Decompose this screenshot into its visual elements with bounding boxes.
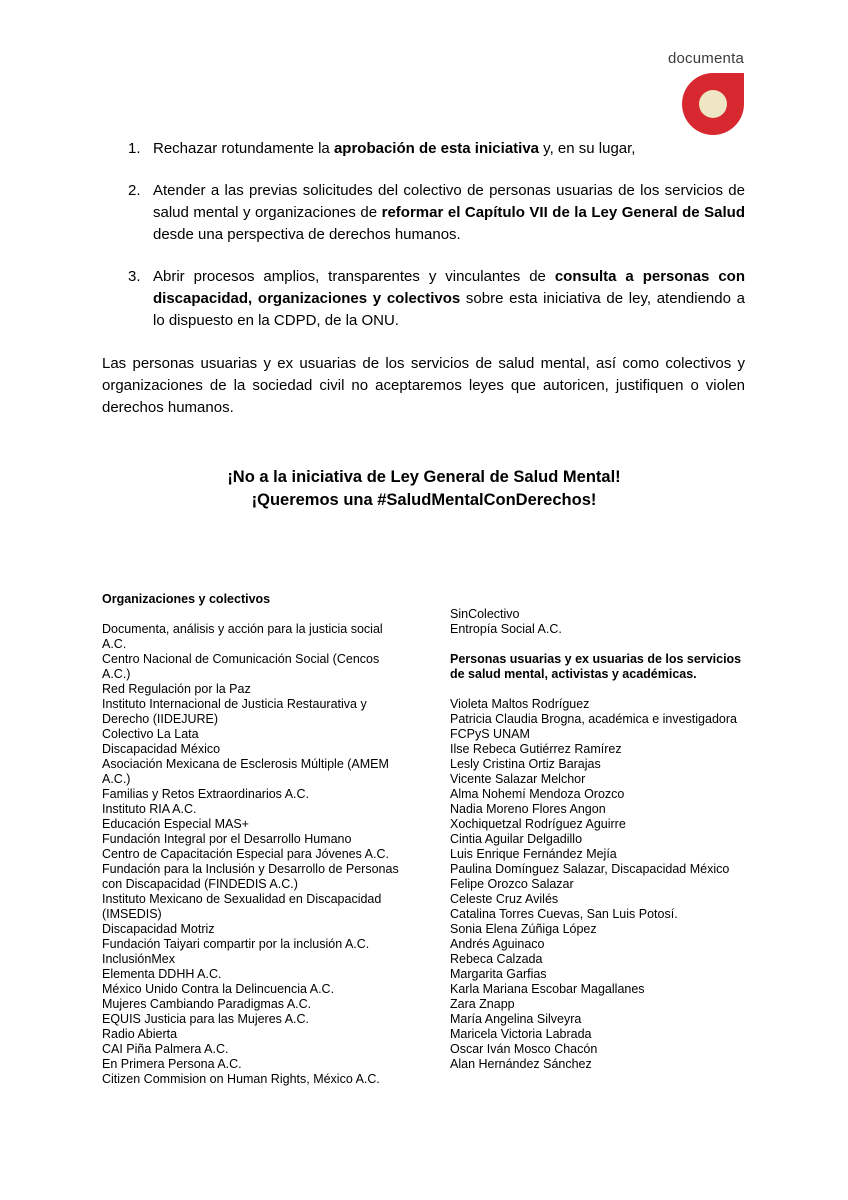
signatory-entry: Violeta Maltos Rodríguez bbox=[450, 697, 590, 711]
organization-entry: Instituto Mexicano de Sexualidad en Discapacidad (IMSEDIS) bbox=[102, 892, 382, 921]
more-organizations-list bbox=[450, 607, 750, 637]
organization-entry: Mujeres Cambiando Paradigmas A.C. bbox=[102, 997, 312, 1011]
organization-entry: InclusiónMex bbox=[102, 952, 175, 966]
organization-entry: Instituto Internacional de Justicia Restaurativa y Derecho (IIDEJURE) bbox=[102, 697, 367, 726]
signatory-entry: Celeste Cruz Avilés bbox=[450, 892, 559, 906]
documenta-logo-icon bbox=[682, 73, 744, 135]
signatory-entry: Rebeca Calzada bbox=[450, 952, 543, 966]
demand-item bbox=[102, 266, 745, 332]
signatory-entry: Ilse Rebeca Gutiérrez Ramírez bbox=[450, 742, 622, 756]
organization-entry: Fundación Taiyari compartir por la inclusión A.C. bbox=[102, 937, 370, 951]
organization-entry: Discapacidad Motriz bbox=[102, 922, 215, 936]
documenta-logo bbox=[654, 50, 744, 67]
item-emphasis: consulta a personas con discapacidad, organizaciones y colectivos bbox=[153, 268, 745, 307]
organization-entry: Discapacidad México bbox=[102, 742, 221, 756]
signatory-entry: Sonia Elena Zúñiga López bbox=[450, 922, 597, 936]
organization-entry: Documenta, análisis y acción para la justicia social A.C. bbox=[102, 622, 383, 651]
organization-entry: Familias y Retos Extraordinarios A.C. bbox=[102, 787, 310, 801]
signatory-entry: Vicente Salazar Melchor bbox=[450, 772, 586, 786]
demand-item bbox=[102, 180, 745, 246]
demand-item bbox=[102, 138, 745, 160]
individuals-column bbox=[450, 607, 750, 1072]
individuals-list bbox=[450, 697, 750, 1072]
signatory-entry: Alan Hernández Sánchez bbox=[450, 1057, 592, 1071]
organization-entry: Fundación Integral por el Desarrollo Humano bbox=[102, 832, 352, 846]
item-text: Atender a las previas solicitudes del colectivo de personas usuarias de los servicios de salud mental y organizaciones de bbox=[153, 182, 745, 221]
organization-entry: EQUIS Justicia para las Mujeres A.C. bbox=[102, 1012, 310, 1026]
slogan-line-2: ¡Queremos una #SaludMentalConDerechos! bbox=[251, 491, 597, 509]
signatory-entry: María Angelina Silveyra bbox=[450, 1012, 582, 1026]
item-text: y, en su lugar, bbox=[539, 140, 636, 157]
signatory-entry: Zara Znapp bbox=[450, 997, 515, 1011]
organization-entry: Instituto RIA A.C. bbox=[102, 802, 197, 816]
item-text: Abrir procesos amplios, transparentes y vinculantes de bbox=[153, 268, 555, 285]
organization-entry: Colectivo La Lata bbox=[102, 727, 199, 741]
item-text: Rechazar rotundamente la bbox=[153, 140, 334, 157]
item-number: 3. bbox=[128, 268, 141, 285]
organization-entry: Entropía Social A.C. bbox=[450, 622, 562, 636]
individuals-heading: Personas usuarias y ex usuarias de los servicios de salud mental, activistas y académicas. bbox=[450, 652, 742, 681]
signatory-entry: Patricia Claudia Brogna, académica e investigadora FCPyS UNAM bbox=[450, 712, 737, 741]
closing-paragraph: Las personas usuarias y ex usuarias de los servicios de salud mental, así como colectivos y organizaciones de la sociedad civil no aceptaremos leyes que autoricen, justifiquen o violen derechos humanos. bbox=[102, 355, 745, 416]
signatory-entry: Xochiquetzal Rodríguez Aguirre bbox=[450, 817, 626, 831]
organization-entry: Radio Abierta bbox=[102, 1027, 178, 1041]
organizations-column bbox=[102, 592, 402, 1087]
signatory-entry: Lesly Cristina Ortiz Barajas bbox=[450, 757, 601, 771]
organization-entry: SinColectivo bbox=[450, 607, 520, 621]
signatory-entry: Karla Mariana Escobar Magallanes bbox=[450, 982, 645, 996]
item-emphasis: aprobación de esta iniciativa bbox=[333, 140, 540, 157]
organizations-heading: Organizaciones y colectivos bbox=[102, 592, 271, 606]
signatory-entry: Paulina Domínguez Salazar, Discapacidad México bbox=[450, 862, 730, 876]
signatory-entry: Felipe Orozco Salazar bbox=[450, 877, 574, 891]
item-text: sobre esta iniciativa de ley, atendiendo a lo dispuesto en la CDPD, de la ONU. bbox=[153, 290, 745, 329]
signatory-entry: Catalina Torres Cuevas, San Luis Potosí. bbox=[450, 907, 678, 921]
signatory-entry: Andrés Aguinaco bbox=[450, 937, 545, 951]
item-number: 1. bbox=[128, 140, 141, 157]
organization-entry: Fundación para la Inclusión y Desarrollo de Personas con Discapacidad (FINDEDIS A.C.) bbox=[102, 862, 399, 891]
organization-entry: Red Regulación por la Paz bbox=[102, 682, 251, 696]
organization-entry: Educación Especial MAS+ bbox=[102, 817, 249, 831]
signatory-entry: Margarita Garfias bbox=[450, 967, 547, 981]
organization-entry: Centro Nacional de Comunicación Social (Cencos A.C.) bbox=[102, 652, 380, 681]
organization-entry: Citizen Commision on Human Rights, México A.C. bbox=[102, 1072, 380, 1086]
item-number: 2. bbox=[128, 182, 141, 199]
slogan bbox=[0, 466, 848, 512]
signatory-entry: Oscar Iván Mosco Chacón bbox=[450, 1042, 598, 1056]
signatory-entry: Cintia Aguilar Delgadillo bbox=[450, 832, 583, 846]
signatory-entry: Maricela Victoria Labrada bbox=[450, 1027, 592, 1041]
logo-wordmark: documenta bbox=[667, 50, 744, 67]
item-text: desde una perspectiva de derechos humanos. bbox=[153, 226, 461, 243]
signatory-entry: Luis Enrique Fernández Mejía bbox=[450, 847, 617, 861]
item-emphasis: reformar el Capítulo VII de la Ley General de Salud bbox=[381, 204, 745, 221]
signatory-entry: Alma Nohemí Mendoza Orozco bbox=[450, 787, 625, 801]
organizations-list bbox=[102, 622, 402, 1087]
demands-list bbox=[102, 138, 745, 352]
organization-entry: En Primera Persona A.C. bbox=[102, 1057, 242, 1071]
slogan-line-1: ¡No a la iniciativa de Ley General de Salud Mental! bbox=[227, 468, 621, 486]
organization-entry: Centro de Capacitación Especial para Jóvenes A.C. bbox=[102, 847, 389, 861]
signatory-entry: Nadia Moreno Flores Angon bbox=[450, 802, 606, 816]
organization-entry: CAI Piña Palmera A.C. bbox=[102, 1042, 229, 1056]
organization-entry: México Unido Contra la Delincuencia A.C. bbox=[102, 982, 335, 996]
organization-entry: Elementa DDHH A.C. bbox=[102, 967, 222, 981]
organization-entry: Asociación Mexicana de Esclerosis Múltiple (AMEM A.C.) bbox=[102, 757, 389, 786]
